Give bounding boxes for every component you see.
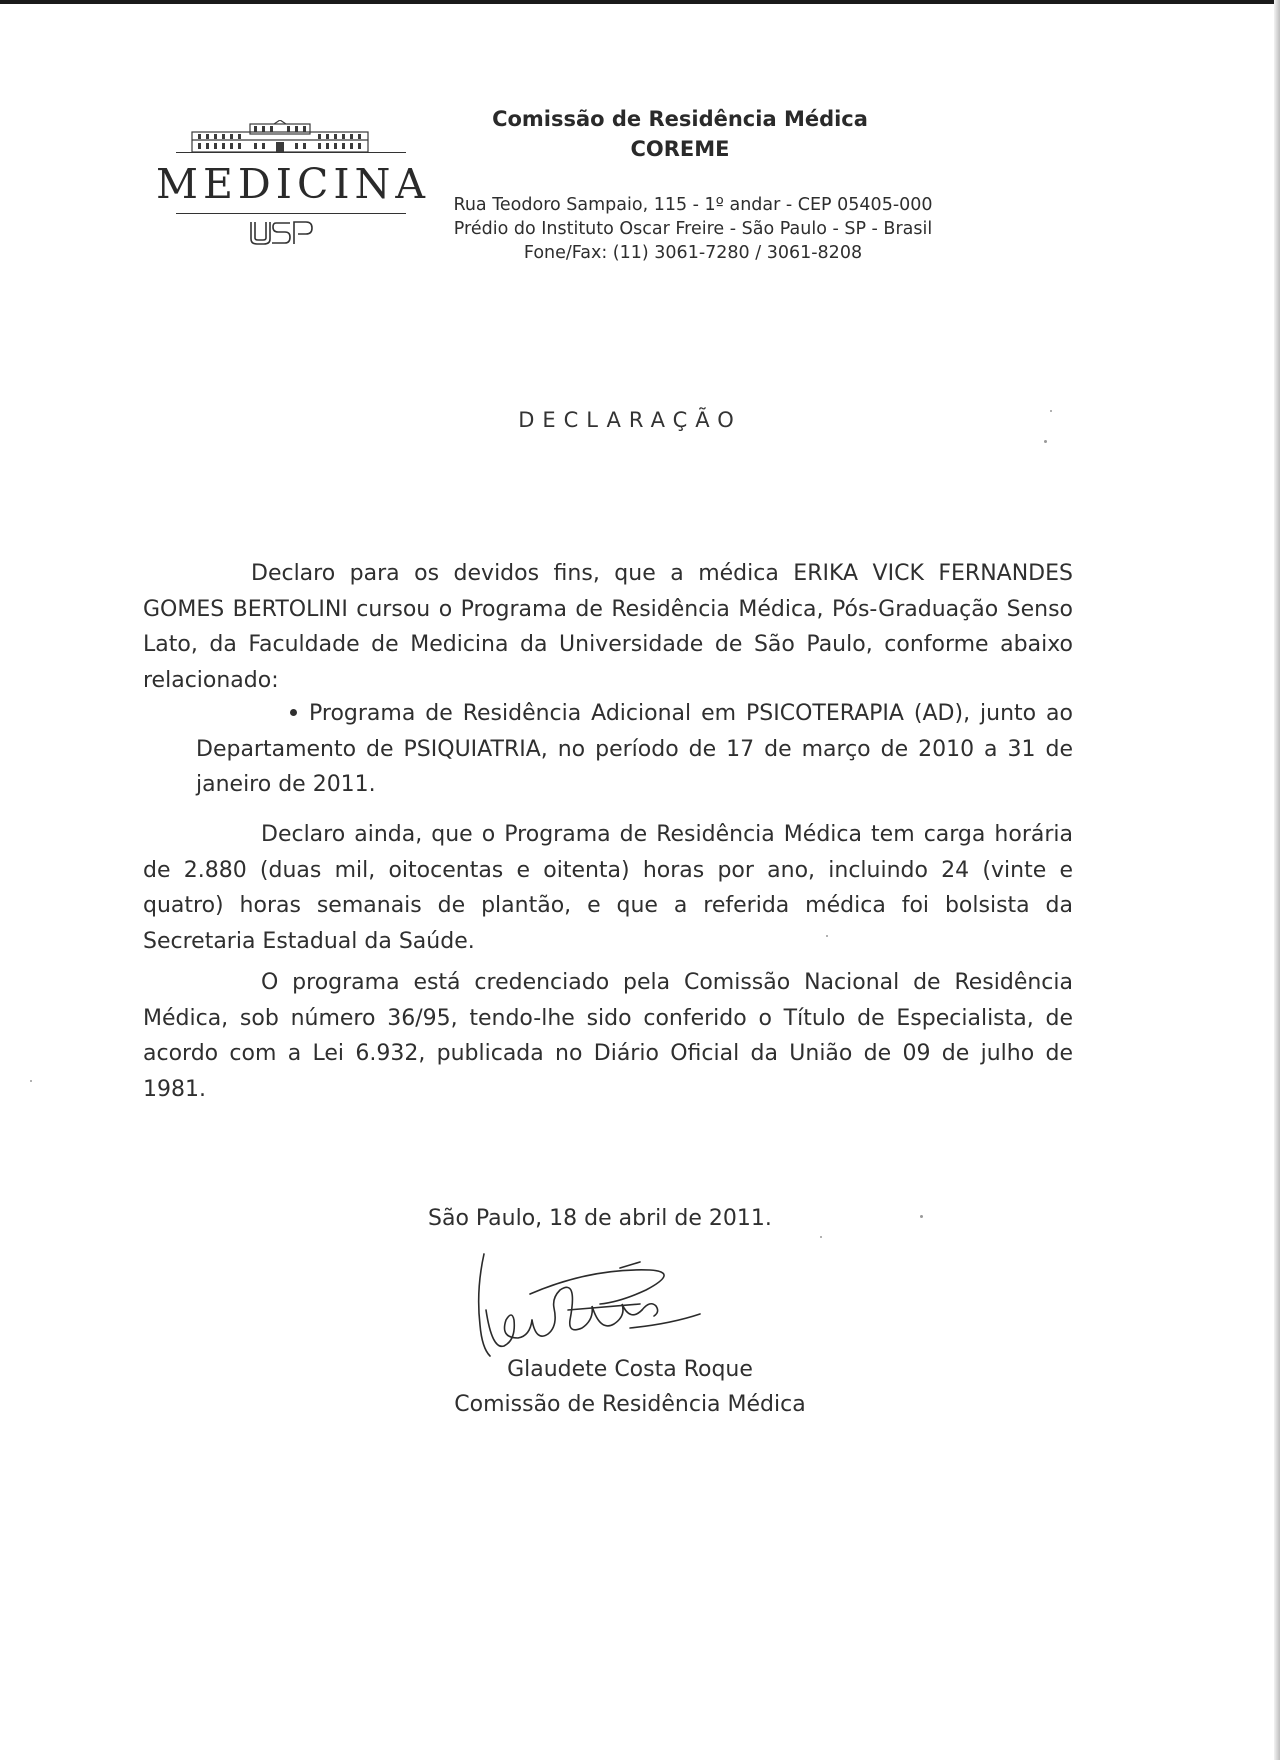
logo-rule-top [176,152,406,153]
scan-top-edge [0,0,1280,4]
logo-wordmark: MEDICINA [156,160,431,208]
organization-address [418,193,968,265]
bullet-icon [290,709,297,716]
logo-rule-bottom [176,213,406,214]
medicina-usp-logo [150,112,431,262]
usp-monogram-icon [248,219,316,247]
scan-right-edge [1274,0,1280,1760]
address-line: Rua Teodoro Sampaio, 115 - 1º andar - CEP 05405-000 [453,195,933,215]
signature-block [400,1352,860,1422]
signer-role: Comissão de Residência Médica [454,1392,806,1417]
org-name: Comissão de Residência Médica [492,107,868,131]
address-line: Prédio do Instituto Oscar Freire - São Paulo - SP - Brasil [453,219,933,239]
paragraph-workload: Declaro ainda, que o Programa de Residência Médica tem carga horária de 2.880 (duas mil, oitocentas e oitenta) horas por ano, incluindo 24 (vinte e quatro) horas semanais de plantão, e que a referida médica foi bolsista da Secretaria Estadual da Saúde. [143,822,1073,954]
signer-name: Glaudete Costa Roque [507,1357,753,1382]
program-list-item [196,696,1073,803]
organization-header [470,104,890,164]
place-and-date: São Paulo, 18 de abril de 2011. [428,1206,772,1231]
building-illustration-icon [190,120,370,154]
address-line: Fone/Fax: (11) 3061-7280 / 3061-8208 [523,243,863,263]
program-description: Programa de Residência Adicional em PSICOTERAPIA (AD), junto ao Departamento de PSIQUIATRIA, no período de 17 de março de 2010 a 31 de janeiro de 2011. [196,701,1073,797]
org-acronym: COREME [630,137,730,161]
document-title: DECLARAÇÃO [518,408,742,432]
paragraph-accreditation: O programa está credenciado pela Comissão Nacional de Residência Médica, sob número 36/95, tendo-lhe sido conferido o Título de Especialista, de acordo com a Lei 6.932, publicada no Diário Oficial da União de 09 de julho de 1981. [143,970,1073,1102]
paragraph-declaration: Declaro para os devidos fins, que a médica ERIKA VICK FERNANDES GOMES BERTOLINI cursou o Programa de Residência Médica, Pós-Graduação Senso Lato, da Faculdade de Medicina da Universidade de São Paulo, conforme abaixo relacionado: [143,561,1073,693]
